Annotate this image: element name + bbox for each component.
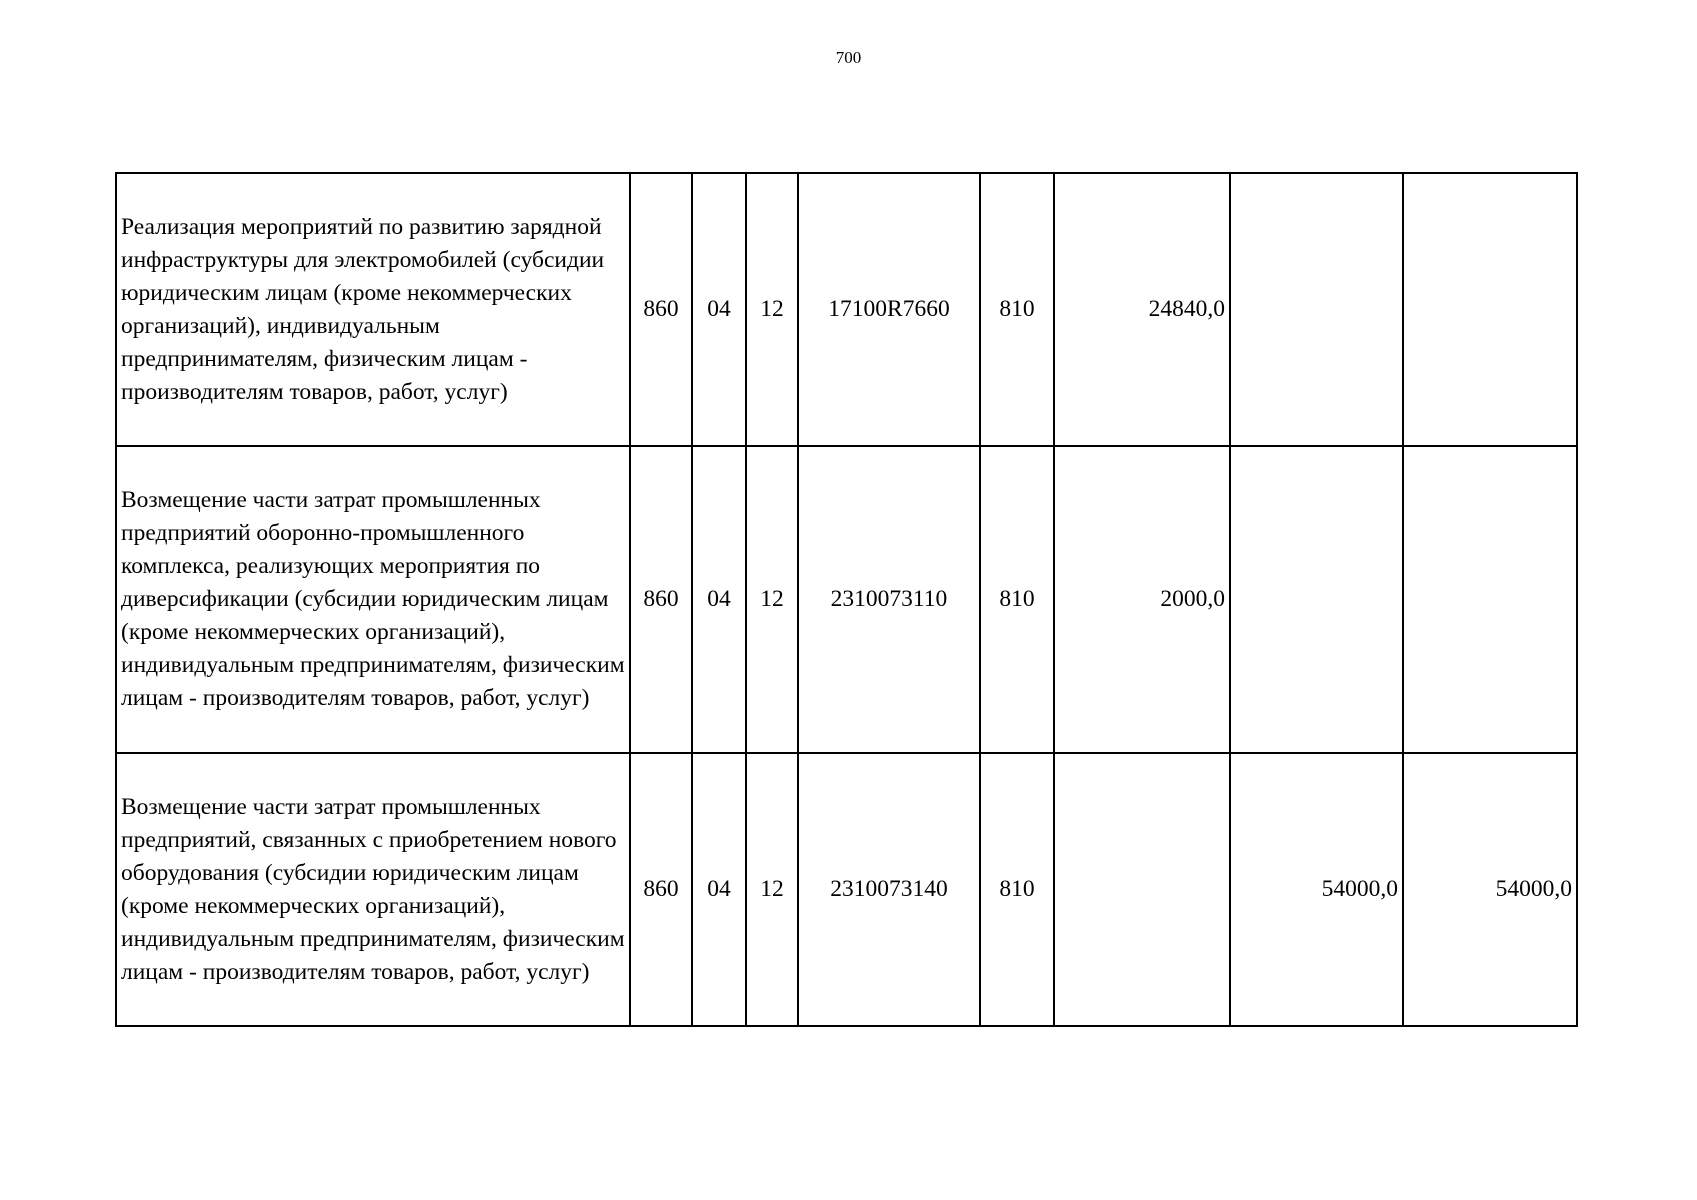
amount-year-1: 24840,0	[1054, 173, 1230, 446]
section-code: 04	[692, 753, 746, 1026]
row-description: Возмещение части затрат промышленных предприятий, связанных с приобретением нового оборудования (субсидии юридическим лицам (кроме некоммерческих организаций), индивидуальным предпринимателям, физическим лицам - производителям товаров, работ, услуг)	[116, 753, 630, 1026]
amount-year-3: 54000,0	[1403, 753, 1577, 1026]
row-description: Реализация мероприятий по развитию зарядной инфраструктуры для электромобилей (субсидии юридическим лицам (кроме некоммерческих организаций), индивидуальным предпринимателям, физическим лицам - производителям товаров, работ, услуг)	[116, 173, 630, 446]
budget-table	[115, 172, 1578, 1027]
amount-year-2	[1230, 446, 1403, 753]
page-number: 700	[835, 48, 862, 67]
target-article-code: 17100R7660	[798, 173, 980, 446]
ministry-code: 860	[630, 173, 692, 446]
ministry-code: 860	[630, 753, 692, 1026]
target-article-code: 2310073110	[798, 446, 980, 753]
amount-year-1: 2000,0	[1054, 446, 1230, 753]
subsection-code: 12	[746, 753, 798, 1026]
amount-year-3	[1403, 446, 1577, 753]
table-row	[116, 753, 1577, 1026]
row-description: Возмещение части затрат промышленных предприятий оборонно-промышленного комплекса, реализующих мероприятия по диверсификации (субсидии юридическим лицам (кроме некоммерческих организаций), индивидуальным предпринимателям, физическим лицам - производителям товаров, работ, услуг)	[116, 446, 630, 753]
table-row	[116, 173, 1577, 446]
table-row	[116, 446, 1577, 753]
amount-year-3	[1403, 173, 1577, 446]
target-article-code: 2310073140	[798, 753, 980, 1026]
subsection-code: 12	[746, 446, 798, 753]
ministry-code: 860	[630, 446, 692, 753]
subsection-code: 12	[746, 173, 798, 446]
expense-type-code: 810	[980, 753, 1054, 1026]
section-code: 04	[692, 446, 746, 753]
section-code: 04	[692, 173, 746, 446]
amount-year-1	[1054, 753, 1230, 1026]
expense-type-code: 810	[980, 446, 1054, 753]
expense-type-code: 810	[980, 173, 1054, 446]
amount-year-2	[1230, 173, 1403, 446]
amount-year-2: 54000,0	[1230, 753, 1403, 1026]
